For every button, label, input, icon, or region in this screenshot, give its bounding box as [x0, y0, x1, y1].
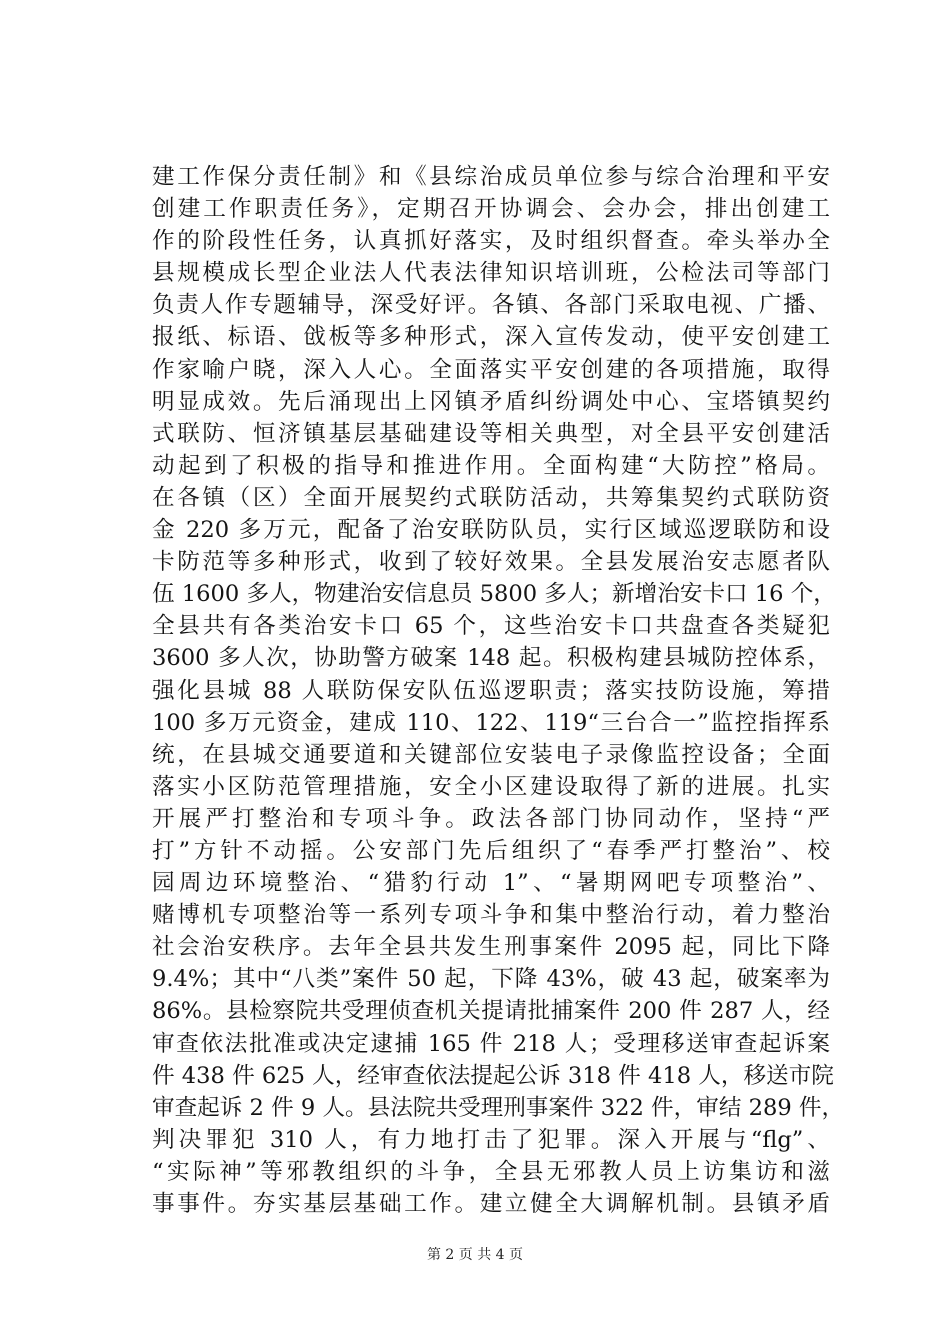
- text-line: 报纸、标语、戗板等多种形式，深入宣传发动，使平安创建工: [152, 324, 830, 351]
- text-line: 开展严打整治和专项斗争。政法各部门协同动作，坚持“严: [152, 805, 830, 832]
- text-line: 伍 1600 多人，物建治安信息员 5800 多人；新增治安卡口 16 个，: [152, 581, 836, 608]
- text-line: 审查依法批准或决定逮捕 165 件 218 人；受理移送审查起诉案: [152, 1030, 830, 1057]
- text-line: 式联防、恒济镇基层基础建设等相关典型，对全县平安创建活: [152, 420, 830, 447]
- text-line: 作的阶段性任务，认真抓好落实，及时组织督查。牵头举办全: [152, 228, 830, 255]
- text-line: 社会治安秩序。去年全县共发生刑事案件 2095 起，同比下降: [152, 934, 830, 961]
- text-line: 在各镇（区）全面开展契约式联防活动，共筹集契约式联防资: [152, 484, 830, 511]
- text-line: 明显成效。先后涌现出上冈镇矛盾纠纷调处中心、宝塔镇契约: [152, 388, 830, 415]
- text-line: 3600 多人次，协助警方破案 148 起。积极构建县城防控体系，: [152, 645, 830, 672]
- text-line: 打”方针不动摇。公安部门先后组织了“春季严打整治”、校: [152, 837, 830, 864]
- text-line: 卡防范等多种形式，收到了较好效果。全县发展治安志愿者队: [152, 549, 830, 576]
- text-line: 创建工作职责任务》，定期召开协调会、会办会，排出创建工: [152, 196, 830, 223]
- text-line: 审查起诉 2 件 9 人。县法院共受理刑事案件 322 件，审结 289 件，: [152, 1094, 845, 1121]
- text-line: “实际神”等邪教组织的斗争，全县无邪教人员上访集访和滋: [152, 1158, 830, 1185]
- text-line: 县规模成长型企业法人代表法律知识培训班，公检法司等部门: [152, 260, 830, 287]
- text-line: 园周边环境整治、“猎豹行动 1”、“暑期网吧专项整治”、: [152, 870, 830, 897]
- page-number-footer: 第 2 页 共 4 页: [426, 1247, 524, 1263]
- text-line: 动起到了积极的指导和推进作用。全面构建“大防控”格局。: [152, 452, 830, 479]
- text-line: 作家喻户晓，深入人心。全面落实平安创建的各项措施，取得: [152, 356, 830, 383]
- text-line: 建工作保分责任制》和《县综治成员单位参与综合治理和平安: [152, 164, 830, 190]
- text-line: 100 多万元资金，建成 110、122、119“三台合一”监控指挥系: [152, 709, 830, 736]
- text-line: 赌博机专项整治等一系列专项斗争和集中整治行动，着力整治: [152, 902, 830, 929]
- text-line: 负责人作专题辅导，深受好评。各镇、各部门采取电视、广播、: [152, 292, 830, 319]
- text-line: 强化县城 88 人联防保安队伍巡逻职责；落实技防设施，筹措: [152, 677, 830, 704]
- body-paragraph: [152, 161, 845, 1220]
- text-line: 9.4%；其中“八类”案件 50 起，下降 43%，破 43 起，破案率为: [152, 966, 830, 993]
- text-line: 86%。县检察院共受理侦查机关提请批捕案件 200 件 287 人，经: [152, 998, 830, 1025]
- text-line: 统，在县城交通要道和关键部位安装电子录像监控设备；全面: [152, 741, 830, 768]
- text-line: 件 438 件 625 人，经审查依法提起公诉 318 件 418 人，移送市院: [152, 1062, 834, 1089]
- text-line: 金 220 多万元，配备了治安联防队员，实行区域巡逻联防和设: [152, 517, 830, 544]
- text-line: 判决罪犯 310 人，有力地打击了犯罪。深入开展与“flg”、: [152, 1126, 830, 1153]
- text-line: 事事件。夯实基层基础工作。建立健全大调解机制。县镇矛盾: [152, 1191, 830, 1217]
- text-line: 落实小区防范管理措施，安全小区建设取得了新的进展。扎实: [152, 773, 830, 800]
- text-line: 全县共有各类治安卡口 65 个，这些治安卡口共盘查各类疑犯: [152, 613, 830, 640]
